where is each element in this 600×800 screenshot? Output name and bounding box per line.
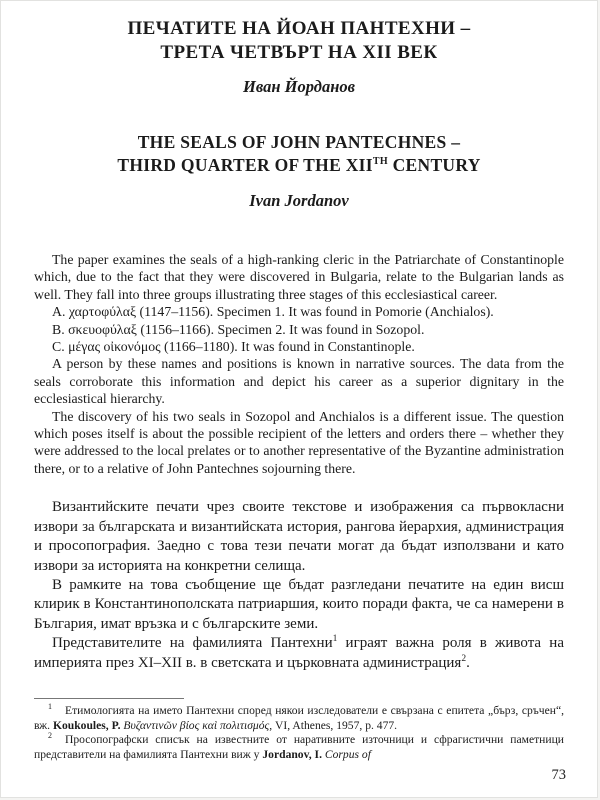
cited-author: Koukoules, P. — [52, 718, 121, 732]
body-paragraph: Византийските печати чрез своите текстове и изображения са първокласни извори за българската и византийската история, рангова йерархия, администрация и просопография. Заедно с това тези печати могат да бъдат използвани и като извори за историята на конкретни селища. — [34, 499, 564, 574]
author-name-english: Ivan Jordanov — [249, 191, 349, 210]
page-number: 73 — [551, 767, 566, 783]
title-en-line2: THIRD QUARTER OF THE XIITH CENTURY — [117, 155, 481, 175]
abstract-paragraph: The discovery of his two seals in Sozopol and Anchialos is a different issue. The question which poses itself is about the possible recipient of the letters and orders there – whether they were addressed to the local prelates or to another representative of the Byzantine administration there, or to a relative of John Pantechnes sojourning there. — [34, 408, 564, 476]
footnote-marker-1: 1 — [48, 702, 52, 712]
bulgarian-main-text — [34, 498, 564, 673]
title-en-line1: THE SEALS OF JOHN PANTECHNES – — [137, 132, 461, 152]
abstract-paragraph: The paper examines the seals of a high-ranking cleric in the Patriarchate of Constantinople which, due to the fact that they were discovered in Bulgaria, relate to the Bulgarian lands as well. They fall into three groups illustrating three stages of this ecclesiastical career. — [34, 252, 564, 302]
cited-title-greek: Βυζαντινῶν βίος καὶ πολιτισμός — [120, 718, 270, 732]
footnote-marker-2: 2 — [48, 731, 52, 741]
cited-title: Corpus of — [321, 747, 371, 761]
footnote-separator-rule — [34, 698, 184, 699]
footnote-ref-1: 1 — [332, 634, 338, 645]
article-title-english — [34, 131, 564, 177]
abstract-paragraph: A person by these names and positions is known in narrative sources. The data from the seals corroborate this information and depict his career as a superior dignitary in the ecclesiastical hierarchy. — [34, 356, 564, 407]
footnote-2: $^2$ Просопографски списък на известните от наративните източници и сфрагистични паметници представители на фамилията Пантехни виж у Jordanov, I. Corpus of — [34, 731, 564, 761]
english-abstract — [34, 251, 564, 477]
author-name-bulgarian: Иван Йорданов — [243, 77, 355, 96]
superscript-th: TH — [372, 156, 388, 168]
title-bg-line2: ТРЕТА ЧЕТВЪРТ НА XII ВЕК — [160, 42, 438, 63]
abstract-list-item-b: B. σκευοφύλαξ (1156–1166). Specimen 2. It was found in Sozopol. — [52, 321, 425, 337]
footnotes-section — [34, 704, 564, 762]
cited-author: Jordanov, I. — [262, 747, 322, 761]
abstract-list-item-a: A. χαρτοφύλαξ (1147–1156). Specimen 1. It was found in Pomorie (Anchialos). — [52, 304, 494, 320]
article-title-bulgarian — [34, 17, 564, 65]
abstract-list-item-c: C. μέγας οἰκονόμος (1166–1180). It was found in Constantinople. — [52, 339, 415, 355]
body-paragraph: В рамките на това съобщение ще бъдат разгледани печатите на един висш клирик в Константинополската патриаршия, които поради факта, че са намерени в България, имат връзка и с българските земи. — [34, 576, 564, 632]
body-paragraph: Представителите на фамилията Пантехни$^1$ играят важна роля в живота на империята през XI–XII в. в светската и църковната администрация$^2$. — [34, 634, 564, 671]
title-bg-line1: ПЕЧАТИТЕ НА ЙОАН ПАНТЕХНИ – — [127, 18, 471, 39]
footnote-ref-2: 2 — [461, 653, 467, 664]
footnote-1: $^1$ Етимологията на името Пантехни според някои изследователи е свързана с епитета „бърз, сръчен“, вж. Koukoules, P. Βυζαντινῶν βίος καὶ πολιτισμός, VI, Athenes, 1957, p. 477. — [34, 702, 564, 732]
page-content — [1, 1, 597, 762]
